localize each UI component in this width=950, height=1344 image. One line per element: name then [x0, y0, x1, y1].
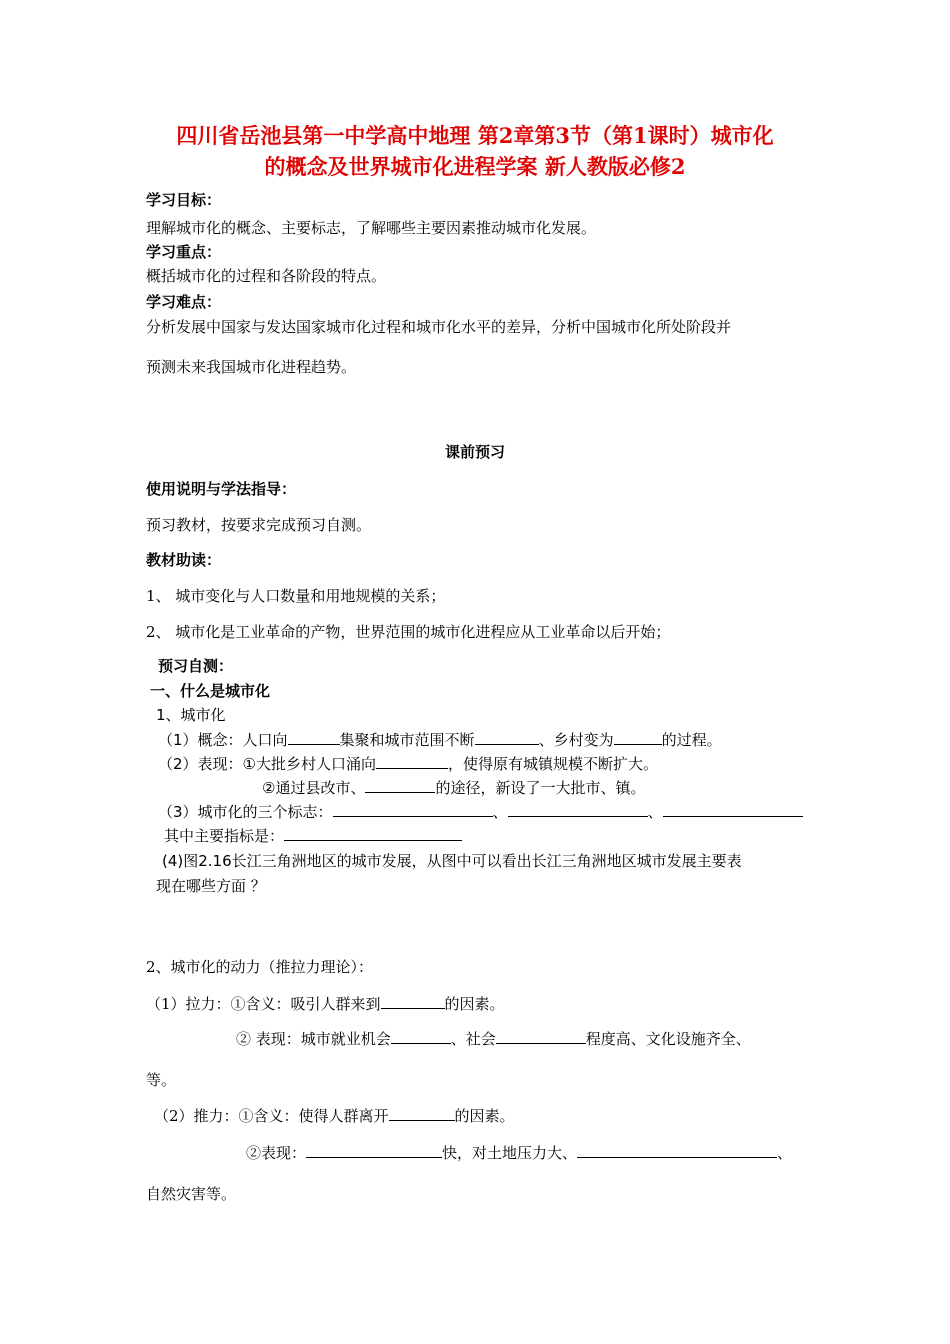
section-1-heading: 一、什么是城市化	[150, 682, 271, 700]
preview-heading: 课前预习	[444, 443, 505, 461]
expression-line-1: （2）表现：①大批乡村人口涌向 ，使得原有城镇规模不断扩大。	[158, 755, 659, 773]
dynamics-heading: 2、城市化的动力（推拉力理论）：	[146, 958, 374, 976]
usage-label: 使用说明与学法指导：	[146, 480, 297, 498]
goal-label: 学习目标：	[146, 191, 222, 209]
document-title-line-2: 的概念及世界城市化进程学案 新人教版必修2	[264, 154, 686, 179]
key-label: 学习重点：	[146, 243, 222, 261]
item-1-title: 1、城市化	[156, 706, 226, 724]
self-test-block	[150, 650, 820, 910]
reading-item-2: 2、 城市化是工业革命的产物，世界范围的城市化进程应从工业革命以后开始；	[146, 623, 671, 641]
blank-field[interactable]	[496, 1029, 586, 1044]
key-text: 概括城市化的过程和各阶段的特点。	[146, 267, 387, 285]
blank-field[interactable]	[577, 1143, 777, 1158]
blank-field[interactable]	[475, 730, 539, 745]
push-meaning-line: （2）推力：①含义：使得人群离开 的因素。	[154, 1107, 515, 1125]
blank-field[interactable]	[381, 994, 445, 1009]
blank-field[interactable]	[288, 730, 340, 745]
difficulty-label: 学习难点：	[146, 293, 222, 311]
blank-field[interactable]	[365, 778, 435, 793]
push-expression-line: ②表现： 快，对土地压力大、 、	[246, 1144, 793, 1162]
three-signs-line: （3）城市化的三个标志： 、 、	[158, 802, 803, 822]
reading-label: 教材助读：	[146, 551, 222, 569]
blank-field[interactable]	[391, 1029, 451, 1044]
pull-meaning-line: （1）拉力：①含义：吸引人群来到 的因素。	[146, 995, 505, 1013]
blank-field[interactable]	[389, 1106, 455, 1121]
blank-field[interactable]	[508, 802, 648, 817]
blank-field[interactable]	[614, 730, 662, 745]
blank-field[interactable]	[333, 802, 493, 817]
expression-line-2: ②通过县改市、 的途径，新设了一大批市、镇。	[262, 779, 646, 797]
question-4-line-2: 现在哪些方面 ？	[156, 877, 266, 895]
concept-line: （1）概念：人口向 集聚和城市范围不断 、乡村变为 的过程。	[158, 731, 722, 749]
push-end: 自然灾害等。	[146, 1185, 237, 1203]
main-indicator-line: 其中主要指标是：	[164, 826, 462, 846]
difficulty-text-1: 分析发展中国家与发达国家城市化过程和城市化水平的差异，分析中国城市化所处阶段并	[146, 318, 732, 336]
blank-field[interactable]	[284, 826, 462, 841]
self-test-label: 预习自测：	[158, 657, 234, 675]
reading-item-1: 1、 城市变化与人口数量和用地规模的关系；	[146, 587, 446, 605]
usage-text: 预习教材，按要求完成预习自测。	[146, 516, 372, 534]
goal-text: 理解城市化的概念、主要标志，了解哪些主要因素推动城市化发展。	[146, 219, 597, 237]
pull-expression-line: ② 表现：城市就业机会 、社会 程度高、文化设施齐全、	[236, 1030, 751, 1048]
pull-end: 等。	[146, 1071, 177, 1089]
document-title-line-1: 四川省岳池县第一中学高中地理 第2章第3节（第1课时）城市化	[176, 123, 774, 148]
blank-field[interactable]	[663, 802, 803, 817]
difficulty-text-2: 预测未来我国城市化进程趋势。	[146, 358, 357, 376]
blank-field[interactable]	[306, 1143, 442, 1158]
question-4-line-1: (4)图2.16长江三角洲地区的城市发展，从图中可以看出长江三角洲地区城市发展主要表	[162, 852, 742, 870]
blank-field[interactable]	[376, 754, 448, 769]
